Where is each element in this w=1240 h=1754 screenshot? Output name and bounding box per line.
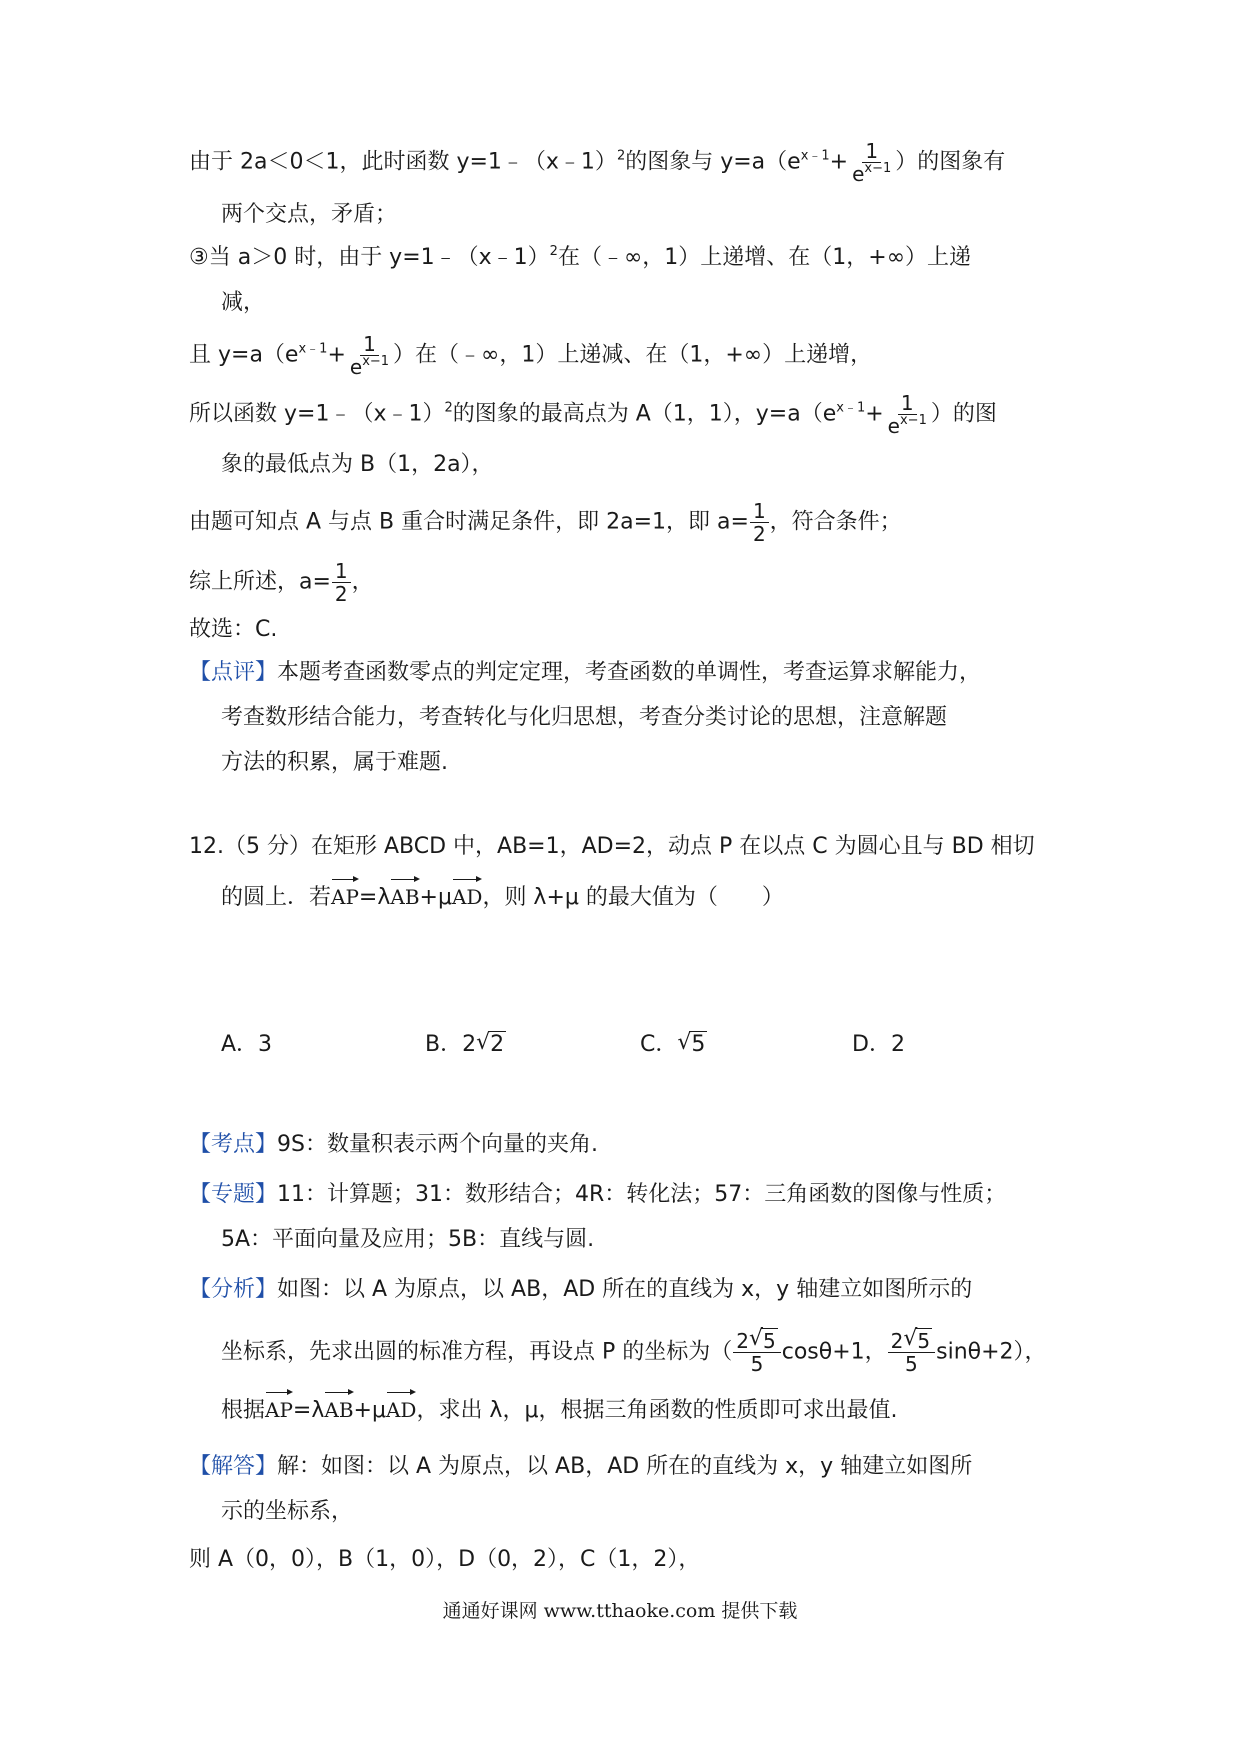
text-line: 故选：C. [189,617,278,642]
fraction-denominator [849,163,894,185]
fenxi-tag: 【分析】 [189,1277,278,1302]
text-segment: 根据 [221,1398,266,1423]
text-line: 考查数形结合能力，考查转化与化归思想，考查分类讨论的思想，注意解题 [221,705,948,730]
text-segment: 综上所述，a= [189,569,331,595]
text-line: 象的最低点为 B（1，2a）， [221,452,494,477]
text-segment: + [327,342,346,368]
text-segment: ，符合条件； [769,509,902,535]
text-segment: 9S：数量积表示两个向量的夹角. [277,1132,598,1157]
fraction-denominator [885,415,930,437]
fraction-numerator: 1 [898,392,917,415]
option-a: A．3 [221,1032,273,1057]
fraction [733,1326,780,1376]
zhuanti-tag: 【专题】 [189,1182,278,1207]
text-segment: + [865,401,884,427]
fraction-numerator [733,1326,780,1353]
text-segment: ）的图象有 [895,149,1006,175]
text-segment: C． [640,1032,678,1057]
base: e [887,414,900,438]
text-segment: 的图象的最高点为 A（1，1），y=a（e [452,401,837,427]
fraction [750,500,769,545]
fraction-denominator: 5 [905,1352,918,1376]
coefficient: 2 [890,1329,904,1353]
fraction [885,392,930,437]
fraction-numerator: 1 [750,500,769,523]
text-line [221,1326,1047,1376]
text-segment: ，求出 λ，μ，根据三角函数的性质即可求出最值. [416,1398,898,1423]
text-segment: =λ [358,885,391,910]
fraction-numerator: 1 [862,140,881,163]
fraction [332,560,351,605]
base: e [349,355,363,379]
text-line [189,140,1005,185]
text-segment: 坐标系，先求出圆的标准方程，再设点 P 的坐标为（ [221,1339,733,1365]
radicand: 5 [763,1329,776,1353]
text-line [189,392,997,437]
comment-tag: 【点评】 [189,660,278,685]
superscript: x−1 [362,354,390,369]
fraction [849,140,894,185]
text-segment: sinθ+2）， [936,1339,1047,1365]
text-segment: cosθ+1， [781,1339,887,1365]
radical-symbol: √ [903,1326,918,1351]
question-stem: 12.（5 分）在矩形 ABCD 中，AB=1，AD=2，动点 P 在以点 C 为圆心且与 BD 相切 [189,834,1035,859]
jieda-line [189,1452,972,1482]
radicand: 5 [917,1329,931,1353]
option-b [425,1030,506,1060]
vector-ap: AP [265,1395,293,1425]
text-segment: 在（﹣∞，1）上递增、在（1，+∞）上递 [557,245,972,270]
text-line: 则 A（0，0），B（1，0），D（0，2），C（1，2）， [189,1547,701,1572]
text-segment: B．2 [425,1032,477,1057]
text-segment: 且 y=a（e [189,342,299,368]
fraction-denominator: 5 [750,1352,764,1376]
text-segment: ）在（﹣∞，1）上递减、在（1，+∞）上递增， [393,342,873,368]
text-segment: 11：计算题；31：数形结合；4R：转化法；57：三角函数的图像与性质； [277,1182,1007,1207]
superscript: x−1 [864,161,892,176]
text-line: 两个交点，矛盾； [221,202,398,227]
vector-ad: AD [452,882,482,912]
superscript: 2 [616,148,626,164]
text-segment: ③当 a＞0 时，由于 y=1﹣（x﹣1） [189,245,550,270]
kaodian-tag: 【考点】 [189,1132,278,1157]
fraction-numerator: 1 [332,560,351,583]
fraction-denominator: 2 [334,582,348,606]
text-segment: 本题考查函数零点的判定定理，考查函数的单调性，考查运算求解能力， [277,660,982,685]
vector-ap: AP [331,882,359,912]
superscript: x﹣1 [298,341,328,357]
jieda-tag: 【解答】 [189,1454,278,1479]
sqrt [749,1326,778,1353]
sqrt [476,1030,506,1060]
text-line: 减， [221,290,266,315]
text-segment: ，则 λ+μ 的最大值为（ ） [482,885,784,910]
page-footer: 通通好课网 www.tthaoke.com 提供下载 [442,1600,798,1622]
superscript: 2 [549,244,558,259]
question-stem [221,882,784,913]
vector-ab: AB [390,882,419,912]
text-segment: 所以函数 y=1﹣（x﹣1） [189,401,445,427]
radical-symbol: √ [476,1030,491,1055]
base: e [852,162,865,186]
fraction [888,1326,935,1376]
fraction-denominator [347,356,392,378]
fraction-numerator: 1 [360,333,379,356]
text-segment: +μ [419,885,452,910]
radicand: 5 [691,1032,706,1057]
text-segment: ）的图 [930,401,997,427]
text-segment: 如图：以 A 为原点，以 AB，AD 所在的直线为 x，y 轴建立如图所示的 [277,1277,973,1302]
radical-symbol: √ [677,1030,692,1055]
sqrt [903,1326,932,1353]
option-c [640,1030,707,1060]
kaodian-line [189,1130,598,1160]
text-line [189,560,374,605]
comment-line [189,658,981,688]
sqrt [677,1030,707,1060]
text-line: 5A：平面向量及应用；5B：直线与圆. [221,1227,595,1252]
text-line [221,1395,897,1426]
text-segment: + [829,149,849,175]
vector-ab: AB [324,1395,353,1425]
superscript: x﹣1 [836,400,866,416]
text-segment: 由于 2a＜0＜1，此时函数 y=1﹣（x﹣1） [189,149,617,175]
text-segment: 由题可知点 A 与点 B 重合时满足条件，即 2a=1，即 a= [189,509,749,535]
text-line [189,500,902,545]
superscript: x−1 [899,413,927,428]
text-segment: 解：如图：以 A 为原点，以 AB，AD 所在的直线为 x，y 轴建立如图所 [277,1454,973,1479]
text-line: 方法的积累，属于难题. [221,750,448,775]
superscript: x﹣1 [800,148,830,164]
vector-ad: AD [386,1395,416,1425]
text-line [189,243,971,273]
coefficient: 2 [736,1329,749,1353]
text-segment: +μ [353,1398,386,1423]
text-line: 示的坐标系， [221,1499,354,1524]
superscript: 2 [444,400,453,416]
fraction-numerator [888,1326,935,1353]
fraction-denominator: 2 [752,522,766,546]
radical-symbol: √ [749,1326,764,1351]
radicand: 2 [490,1032,505,1057]
text-segment: ， [351,569,374,595]
text-segment: 的圆上．若 [221,885,332,910]
fraction [347,333,392,378]
zhuanti-line [189,1180,1006,1210]
text-segment: =λ [292,1398,325,1423]
text-segment: 的图象与 y=a（e [625,149,801,175]
text-line [189,333,872,378]
option-d: D．2 [852,1032,905,1057]
fenxi-line [189,1275,972,1305]
